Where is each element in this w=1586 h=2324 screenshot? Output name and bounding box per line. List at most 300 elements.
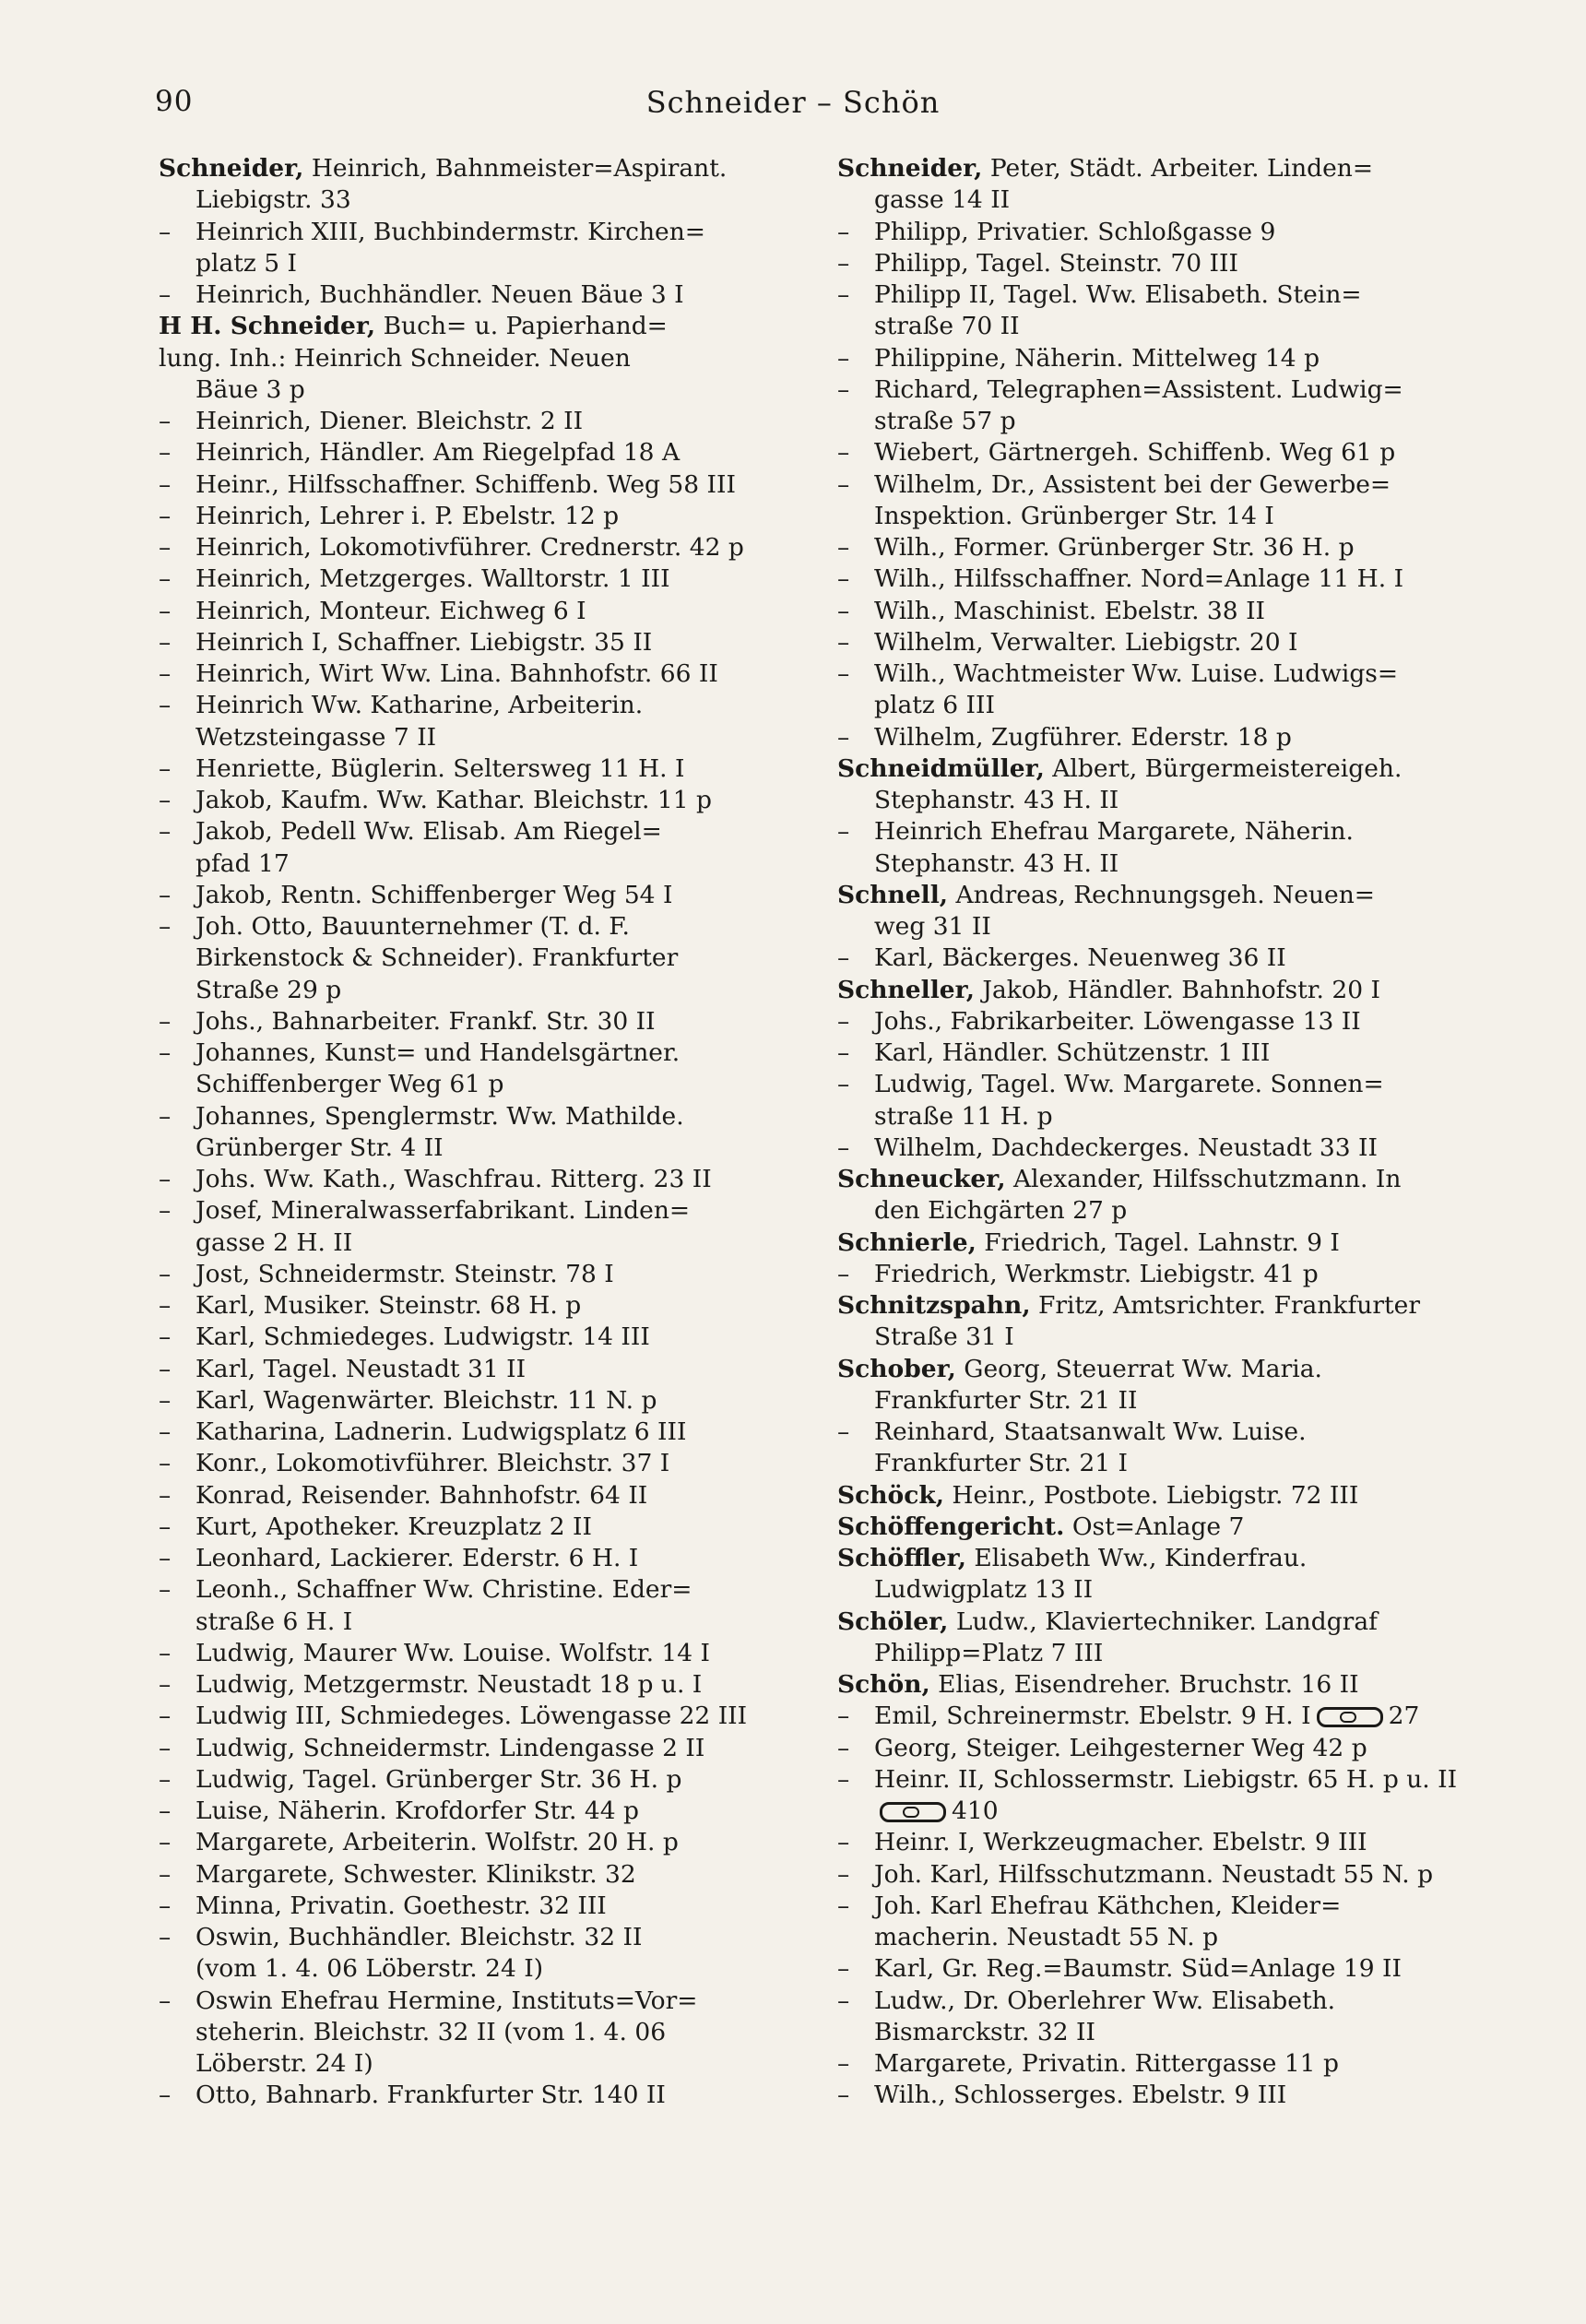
directory-line bbox=[159, 1891, 795, 1922]
entry-text: Henriette, Büglerin. Seltersweg 11 H. I bbox=[195, 753, 685, 783]
directory-line bbox=[837, 532, 1487, 563]
ditto-dash: – bbox=[159, 1828, 172, 1857]
ditto-dash: – bbox=[159, 1291, 172, 1320]
directory-line bbox=[159, 1796, 795, 1827]
directory-line bbox=[159, 1512, 795, 1543]
directory-line bbox=[837, 1069, 1487, 1100]
directory-line bbox=[159, 1701, 795, 1732]
entry-text: Heinrich, Händler. Am Riegelpfad 18 A bbox=[195, 438, 681, 468]
ditto-dash: – bbox=[837, 1417, 850, 1446]
entry-text: Heinrich, Wirt Ww. Lina. Bahnhofstr. 66 II bbox=[195, 659, 718, 688]
ditto-dash: – bbox=[159, 407, 172, 435]
surname-heading: Schöler, bbox=[837, 1607, 949, 1636]
entry-text: Wilhelm, Dachdeckerges. Neustadt 33 II bbox=[874, 1132, 1378, 1162]
entry-text: Jakob, Kaufm. Ww. Kathar. Bleichstr. 11 p bbox=[195, 786, 713, 814]
telephone-icon bbox=[1317, 1707, 1383, 1727]
entry-text: Straße 29 p bbox=[195, 975, 342, 1004]
ditto-dash: – bbox=[159, 1165, 172, 1193]
entry-text: Wetzsteingasse 7 II bbox=[195, 722, 437, 752]
entry-text: Elisabeth Ww., Kinderfrau. bbox=[965, 1544, 1308, 1572]
entry-text: weg 31 II bbox=[874, 912, 991, 941]
directory-line bbox=[159, 248, 795, 279]
ditto-dash: – bbox=[159, 1733, 172, 1762]
entry-text: Reinhard, Staatsanwalt Ww. Luise. bbox=[874, 1417, 1307, 1446]
entry-text: Heinrich, Buchhändler. Neuen Bäue 3 I bbox=[195, 280, 684, 309]
entry-text: Elias, Eisendreher. Bruchstr. 16 II bbox=[929, 1670, 1359, 1699]
entry-text: Oswin, Buchhändler. Bleichstr. 32 II bbox=[195, 1923, 643, 1951]
directory-line bbox=[837, 753, 1487, 785]
directory-line bbox=[159, 1259, 795, 1290]
directory-line bbox=[159, 816, 795, 848]
entry-text: Straße 31 I bbox=[874, 1322, 1014, 1352]
entry-text: Josef, Mineralwasserfabrikant. Linden= bbox=[195, 1196, 691, 1226]
surname-heading: Schnitzspahn, bbox=[837, 1291, 1031, 1320]
ditto-dash: – bbox=[159, 627, 172, 657]
directory-line bbox=[837, 279, 1487, 311]
ditto-dash: – bbox=[159, 469, 172, 499]
entry-text: Inspektion. Grünberger Str. 14 I bbox=[874, 501, 1274, 530]
directory-line bbox=[837, 722, 1487, 753]
directory-line bbox=[159, 1953, 795, 1985]
ditto-dash: – bbox=[159, 1764, 172, 1794]
entry-text: Fritz, Amtsrichter. Frankfurter bbox=[1030, 1291, 1420, 1320]
ditto-dash: – bbox=[159, 1702, 172, 1731]
telephone-number: 410 bbox=[952, 1796, 999, 1825]
entry-text: den Eichgärten 27 p bbox=[874, 1196, 1128, 1226]
directory-line bbox=[159, 1574, 795, 1606]
entry-text: Philipp, Tagel. Steinstr. 70 III bbox=[874, 248, 1238, 278]
directory-line bbox=[159, 1922, 795, 1953]
directory-line bbox=[159, 1733, 795, 1764]
directory-line bbox=[159, 343, 795, 374]
surname-heading: Schnell, bbox=[837, 880, 949, 909]
surname-heading: Schneucker, bbox=[837, 1165, 1006, 1193]
ditto-dash: – bbox=[837, 1733, 850, 1762]
entry-text: steherin. Bleichstr. 32 II (vom 1. 4. 06 bbox=[195, 2017, 667, 2046]
entry-text: Ludw., Klaviertechniker. Landgraf bbox=[948, 1607, 1378, 1636]
entry-text: Ludwig, Schneidermstr. Lindengasse 2 II bbox=[195, 1733, 705, 1762]
directory-line bbox=[159, 1543, 795, 1574]
directory-line bbox=[837, 1448, 1487, 1479]
entry-text: Wilh., Hilfsschaffner. Nord=Anlage 11 H. I bbox=[874, 564, 1404, 594]
entry-text: Alexander, Hilfsschutzmann. In bbox=[1005, 1165, 1402, 1193]
ditto-dash: – bbox=[159, 691, 172, 720]
directory-line bbox=[159, 2080, 795, 2111]
directory-line bbox=[837, 1607, 1487, 1638]
ditto-dash: – bbox=[837, 1954, 850, 1984]
directory-line bbox=[159, 279, 795, 311]
entry-text: Friedrich, Werkmstr. Liebigstr. 41 p bbox=[874, 1259, 1319, 1288]
directory-line bbox=[837, 1227, 1487, 1259]
ditto-dash: – bbox=[159, 596, 172, 625]
entry-text: Heinr., Postbote. Liebigstr. 72 III bbox=[943, 1480, 1359, 1510]
directory-line bbox=[159, 627, 795, 658]
surname-heading: Schneider, bbox=[837, 154, 983, 183]
directory-line bbox=[837, 1290, 1487, 1322]
left-column bbox=[159, 153, 795, 2302]
entry-text: Heinrich, Bahnmeister=Aspirant. bbox=[303, 154, 728, 183]
directory-line bbox=[159, 374, 795, 406]
directory-line bbox=[837, 184, 1487, 216]
ditto-dash: – bbox=[837, 596, 850, 625]
entry-text: Johannes, Kunst= und Handelsgärtner. bbox=[195, 1038, 681, 1067]
surname-heading: Schöffler, bbox=[837, 1544, 966, 1572]
directory-line bbox=[159, 1669, 795, 1701]
directory-line bbox=[837, 437, 1487, 468]
directory-line bbox=[837, 975, 1487, 1006]
directory-line bbox=[837, 217, 1487, 248]
entry-text: Wilhelm, Verwalter. Liebigstr. 20 I bbox=[874, 627, 1298, 657]
ditto-dash: – bbox=[159, 1038, 172, 1067]
ditto-dash: – bbox=[159, 1986, 172, 2015]
entry-text: Philipp=Platz 7 III bbox=[874, 1638, 1104, 1667]
ditto-dash: – bbox=[159, 1859, 172, 1889]
directory-line bbox=[837, 1480, 1487, 1512]
entry-text: Leonhard, Lackierer. Ederstr. 6 H. I bbox=[195, 1544, 639, 1572]
ditto-dash: – bbox=[837, 1859, 850, 1889]
entry-text: Leonh., Schaffner Ww. Christine. Eder= bbox=[195, 1575, 692, 1605]
ditto-dash: – bbox=[159, 217, 172, 246]
directory-line bbox=[159, 2048, 795, 2080]
entry-text: Ludw., Dr. Oberlehrer Ww. Elisabeth. bbox=[874, 1986, 1336, 2015]
ditto-dash: – bbox=[159, 1417, 172, 1446]
ditto-dash: – bbox=[837, 1986, 850, 2015]
directory-line bbox=[159, 1038, 795, 1069]
ditto-dash: – bbox=[159, 1575, 172, 1605]
ditto-dash: – bbox=[837, 943, 850, 973]
entry-text: Kurt, Apotheker. Kreuzplatz 2 II bbox=[195, 1512, 592, 1541]
directory-line bbox=[159, 1417, 795, 1448]
directory-line bbox=[837, 1512, 1487, 1543]
directory-line bbox=[837, 880, 1487, 911]
directory-line bbox=[159, 690, 795, 721]
directory-line bbox=[837, 1417, 1487, 1448]
ditto-dash: – bbox=[837, 1132, 850, 1162]
entry-text: Ludwig III, Schmiedeges. Löwengasse 22 III bbox=[195, 1702, 748, 1731]
directory-line bbox=[159, 1132, 795, 1164]
entry-text: macherin. Neustadt 55 N. p bbox=[874, 1923, 1219, 1951]
ditto-dash: – bbox=[837, 1764, 850, 1794]
entry-text: Heinrich, Monteur. Eichweg 6 I bbox=[195, 596, 586, 625]
entry-text: Johs., Fabrikarbeiter. Löwengasse 13 II bbox=[874, 1006, 1361, 1036]
directory-line bbox=[837, 2017, 1487, 2048]
directory-line bbox=[837, 1796, 1487, 1827]
directory-line bbox=[159, 1638, 795, 1669]
entry-text: Jakob, Händler. Bahnhofstr. 20 I bbox=[974, 975, 1380, 1004]
directory-line bbox=[837, 2080, 1487, 2111]
directory-line bbox=[159, 1607, 795, 1638]
ditto-dash: – bbox=[159, 1101, 172, 1131]
ditto-dash: – bbox=[159, 1449, 172, 1478]
entry-text: lung. Inh.: Heinrich Schneider. Neuen bbox=[159, 343, 631, 373]
ditto-dash: – bbox=[837, 1828, 850, 1857]
directory-line bbox=[837, 1669, 1487, 1701]
entry-text: gasse 2 H. II bbox=[195, 1227, 353, 1257]
ditto-dash: – bbox=[159, 533, 172, 562]
entry-text: Albert, Bürgermeistereigeh. bbox=[1044, 753, 1403, 783]
entry-text: Heinr. II, Schlossermstr. Liebigstr. 65 H. p u. II bbox=[874, 1764, 1458, 1794]
surname-heading: Schneidmüller, bbox=[837, 753, 1045, 783]
ditto-dash: – bbox=[837, 1891, 850, 1920]
directory-line bbox=[837, 1038, 1487, 1069]
entry-text: Jakob, Rentn. Schiffenberger Weg 54 I bbox=[195, 880, 673, 909]
directory-line bbox=[159, 1227, 795, 1259]
entry-text: Wilhelm, Zugführer. Ederstr. 18 p bbox=[874, 722, 1292, 752]
entry-text: straße 6 H. I bbox=[195, 1607, 353, 1636]
ditto-dash: – bbox=[159, 786, 172, 814]
ditto-dash: – bbox=[159, 817, 172, 847]
entry-text: Wilh., Schlosserges. Ebelstr. 9 III bbox=[874, 2081, 1287, 2110]
page-header bbox=[0, 85, 1586, 131]
directory-line bbox=[159, 1354, 795, 1385]
directory-line bbox=[837, 848, 1487, 880]
entry-text: Ludwig, Tagel. Grünberger Str. 36 H. p bbox=[195, 1764, 682, 1794]
entry-text: Philipp, Privatier. Schloßgasse 9 bbox=[874, 217, 1276, 246]
directory-line bbox=[159, 753, 795, 785]
directory-line bbox=[159, 437, 795, 468]
ditto-dash: – bbox=[837, 817, 850, 847]
directory-line bbox=[837, 1132, 1487, 1164]
entry-text: Buch= u. Papierhand= bbox=[375, 312, 668, 341]
ditto-dash: – bbox=[837, 627, 850, 657]
entry-text: Bäue 3 p bbox=[195, 374, 305, 404]
ditto-dash: – bbox=[159, 1480, 172, 1510]
entry-text: Emil, Schreinermstr. Ebelstr. 9 H. I bbox=[874, 1702, 1311, 1731]
entry-text: Peter, Städt. Arbeiter. Linden= bbox=[982, 154, 1374, 183]
directory-line bbox=[159, 532, 795, 563]
directory-line bbox=[837, 1922, 1487, 1953]
entry-text: Stephanstr. 43 H. II bbox=[874, 848, 1119, 878]
entry-text: Johannes, Spenglermstr. Ww. Mathilde. bbox=[195, 1101, 684, 1131]
entry-text: (vom 1. 4. 06 Löberstr. 24 I) bbox=[195, 1954, 544, 1984]
entry-text: Bismarckstr. 32 II bbox=[874, 2017, 1095, 2046]
entry-text: Birkenstock & Schneider). Frankfurter bbox=[195, 943, 679, 973]
ditto-dash: – bbox=[159, 1796, 172, 1825]
ditto-dash: – bbox=[837, 2049, 850, 2078]
directory-line bbox=[159, 1164, 795, 1195]
ditto-dash: – bbox=[159, 880, 172, 909]
entry-text: Ost=Anlage 7 bbox=[1064, 1512, 1245, 1541]
directory-line bbox=[159, 1101, 795, 1132]
directory-line bbox=[159, 596, 795, 627]
directory-line bbox=[837, 1101, 1487, 1132]
ditto-dash: – bbox=[837, 438, 850, 468]
ditto-dash: – bbox=[159, 1196, 172, 1226]
entry-text: straße 11 H. p bbox=[874, 1101, 1053, 1131]
ditto-dash: – bbox=[159, 438, 172, 468]
directory-line bbox=[837, 1385, 1487, 1417]
directory-line bbox=[837, 1322, 1487, 1353]
directory-line bbox=[159, 880, 795, 911]
ditto-dash: – bbox=[159, 1891, 172, 1920]
entry-text: Stephanstr. 43 H. II bbox=[874, 786, 1119, 814]
ditto-dash: – bbox=[837, 248, 850, 278]
right-column bbox=[837, 153, 1487, 2302]
directory-line bbox=[159, 1069, 795, 1100]
entry-text: Philippine, Näherin. Mittelweg 14 p bbox=[874, 343, 1320, 373]
directory-line bbox=[159, 184, 795, 216]
directory-line bbox=[159, 1986, 795, 2017]
directory-line bbox=[159, 658, 795, 690]
ditto-dash: – bbox=[837, 722, 850, 752]
entry-text: Grünberger Str. 4 II bbox=[195, 1132, 444, 1162]
ditto-dash: – bbox=[837, 1259, 850, 1288]
directory-line bbox=[837, 469, 1487, 501]
entry-text: Friedrich, Tagel. Lahnstr. 9 I bbox=[976, 1227, 1340, 1257]
ditto-dash: – bbox=[837, 1038, 850, 1067]
directory-line bbox=[837, 1195, 1487, 1227]
ditto-dash: – bbox=[159, 1006, 172, 1036]
directory-line bbox=[837, 1259, 1487, 1290]
entry-text: Löberstr. 24 I) bbox=[195, 2049, 373, 2078]
telephone-number: 27 bbox=[1388, 1702, 1420, 1731]
directory-line bbox=[159, 1827, 795, 1858]
entry-text: Konr., Lokomotivführer. Bleichstr. 37 I bbox=[195, 1449, 670, 1478]
directory-line bbox=[837, 1006, 1487, 1038]
ditto-dash: – bbox=[159, 912, 172, 941]
ditto-dash: – bbox=[159, 1544, 172, 1572]
ditto-dash: – bbox=[159, 1923, 172, 1951]
directory-line bbox=[159, 217, 795, 248]
directory-line bbox=[837, 1764, 1487, 1796]
directory-line bbox=[159, 911, 795, 943]
ditto-dash: – bbox=[159, 659, 172, 688]
entry-text: Karl, Gr. Reg.=Baumstr. Süd=Anlage 19 II bbox=[874, 1954, 1402, 1984]
ditto-dash: – bbox=[159, 753, 172, 783]
surname-heading: Schober, bbox=[837, 1354, 956, 1383]
entry-text: Ludwig, Metzgermstr. Neustadt 18 p u. I bbox=[195, 1670, 703, 1699]
ditto-dash: – bbox=[837, 2081, 850, 2110]
entry-text: platz 5 I bbox=[195, 248, 298, 278]
ditto-dash: – bbox=[159, 1638, 172, 1667]
entry-text: Joh. Otto, Bauunternehmer (T. d. F. bbox=[195, 912, 630, 941]
entry-text: Katharina, Ladnerin. Ludwigsplatz 6 III bbox=[195, 1417, 687, 1446]
ditto-dash: – bbox=[837, 280, 850, 309]
directory-line bbox=[837, 1543, 1487, 1574]
surname-heading: H H. Schneider, bbox=[159, 312, 376, 341]
entry-text: Wilh., Wachtmeister Ww. Luise. Ludwigs= bbox=[874, 659, 1399, 688]
entry-text: Karl, Händler. Schützenstr. 1 III bbox=[874, 1038, 1271, 1067]
directory-line bbox=[837, 785, 1487, 816]
entry-text: Wiebert, Gärtnergeh. Schiffenb. Weg 61 p bbox=[874, 438, 1396, 468]
ditto-dash: – bbox=[159, 1322, 172, 1352]
entry-text: Georg, Steiger. Leihgesterner Weg 42 p bbox=[874, 1733, 1367, 1762]
entry-text: Heinr. I, Werkzeugmacher. Ebelstr. 9 III bbox=[874, 1828, 1367, 1857]
directory-line bbox=[837, 1164, 1487, 1195]
page-number: 90 bbox=[155, 85, 194, 118]
entry-text: Wilh., Former. Grünberger Str. 36 H. p bbox=[874, 533, 1355, 562]
directory-line bbox=[159, 1480, 795, 1512]
directory-line bbox=[159, 722, 795, 753]
entry-text: Margarete, Arbeiterin. Wolfstr. 20 H. p bbox=[195, 1828, 679, 1857]
directory-line bbox=[837, 911, 1487, 943]
directory-line bbox=[837, 2048, 1487, 2080]
entry-text: Margarete, Schwester. Klinikstr. 32 bbox=[195, 1859, 636, 1889]
entry-text: Heinrich, Lokomotivführer. Crednerstr. 42 p bbox=[195, 533, 744, 562]
directory-line bbox=[837, 1859, 1487, 1891]
directory-line bbox=[159, 1195, 795, 1227]
entry-text: Ludwigplatz 13 II bbox=[874, 1575, 1094, 1605]
directory-line bbox=[837, 1953, 1487, 1985]
entry-text: Minna, Privatin. Goethestr. 32 III bbox=[195, 1891, 607, 1920]
entry-text: Konrad, Reisender. Bahnhofstr. 64 II bbox=[195, 1480, 648, 1510]
entry-text: Heinrich XIII, Buchbindermstr. Kirchen= bbox=[195, 217, 705, 246]
directory-line bbox=[159, 1859, 795, 1891]
entry-text: Frankfurter Str. 21 II bbox=[874, 1385, 1138, 1415]
entry-text: Wilhelm, Dr., Assistent bei der Gewerbe= bbox=[874, 469, 1391, 499]
entry-text: platz 6 III bbox=[874, 691, 995, 720]
entry-text: Philipp II, Tagel. Ww. Elisabeth. Stein= bbox=[874, 280, 1362, 309]
entry-text: Karl, Tagel. Neustadt 31 II bbox=[195, 1354, 527, 1383]
ditto-dash: – bbox=[159, 1512, 172, 1541]
entry-text: Heinrich I, Schaffner. Liebigstr. 35 II bbox=[195, 627, 653, 657]
directory-line bbox=[837, 1638, 1487, 1669]
directory-line bbox=[159, 1006, 795, 1038]
entry-text: Joh. Karl Ehefrau Käthchen, Kleider= bbox=[874, 1891, 1342, 1920]
ditto-dash: – bbox=[159, 1354, 172, 1383]
entry-text: Joh. Karl, Hilfsschutzmann. Neustadt 55 N. p bbox=[874, 1859, 1434, 1889]
entry-text: Johs. Ww. Kath., Waschfrau. Ritterg. 23 II bbox=[195, 1165, 712, 1193]
directory-line bbox=[159, 975, 795, 1006]
ditto-dash: – bbox=[837, 1006, 850, 1036]
directory-line bbox=[159, 943, 795, 974]
entry-text: Karl, Bäckerges. Neuenweg 36 II bbox=[874, 943, 1286, 973]
directory-line bbox=[159, 501, 795, 532]
ditto-dash: – bbox=[837, 1070, 850, 1099]
directory-line bbox=[159, 153, 795, 184]
surname-heading: Schön, bbox=[837, 1670, 930, 1699]
directory-line bbox=[159, 469, 795, 501]
directory-line bbox=[837, 501, 1487, 532]
directory-line bbox=[837, 1574, 1487, 1606]
directory-line bbox=[837, 943, 1487, 974]
entry-text: Otto, Bahnarb. Frankfurter Str. 140 II bbox=[195, 2081, 666, 2110]
surname-heading: Schneller, bbox=[837, 975, 975, 1004]
entry-text: Wilh., Maschinist. Ebelstr. 38 II bbox=[874, 596, 1266, 625]
entry-text: Karl, Wagenwärter. Bleichstr. 11 N. p bbox=[195, 1385, 657, 1415]
directory-line bbox=[837, 596, 1487, 627]
entry-text: Heinrich, Metzgerges. Walltorstr. 1 III bbox=[195, 564, 670, 594]
entry-text: straße 57 p bbox=[874, 407, 1016, 435]
directory-line bbox=[837, 690, 1487, 721]
ditto-dash: – bbox=[159, 1670, 172, 1699]
entry-text: Heinrich Ww. Katharine, Arbeiterin. bbox=[195, 691, 644, 720]
ditto-dash: – bbox=[837, 1702, 850, 1731]
entry-text: Heinrich, Lehrer i. P. Ebelstr. 12 p bbox=[195, 501, 620, 530]
surname-heading: Schnierle, bbox=[837, 1227, 976, 1257]
directory-line bbox=[159, 785, 795, 816]
directory-line bbox=[837, 343, 1487, 374]
directory-line bbox=[837, 816, 1487, 848]
ditto-dash: – bbox=[159, 1385, 172, 1415]
directory-line bbox=[837, 658, 1487, 690]
surname-heading: Schöck, bbox=[837, 1480, 944, 1510]
directory-line bbox=[159, 406, 795, 437]
ditto-dash: – bbox=[837, 217, 850, 246]
entry-text: Heinr., Hilfsschaffner. Schiffenb. Weg 58 III bbox=[195, 469, 736, 499]
ditto-dash: – bbox=[837, 659, 850, 688]
entry-text: gasse 14 II bbox=[874, 185, 1011, 215]
ditto-dash: – bbox=[837, 564, 850, 594]
entry-text: Heinrich Ehefrau Margarete, Näherin. bbox=[874, 817, 1354, 847]
directory-line bbox=[837, 374, 1487, 406]
directory-line bbox=[837, 563, 1487, 595]
entry-text: Ludwig, Tagel. Ww. Margarete. Sonnen= bbox=[874, 1070, 1384, 1099]
entry-text: Frankfurter Str. 21 I bbox=[874, 1449, 1128, 1478]
entry-text: Ludwig, Maurer Ww. Louise. Wolfstr. 14 I bbox=[195, 1638, 711, 1667]
directory-line bbox=[837, 248, 1487, 279]
ditto-dash: – bbox=[837, 343, 850, 373]
